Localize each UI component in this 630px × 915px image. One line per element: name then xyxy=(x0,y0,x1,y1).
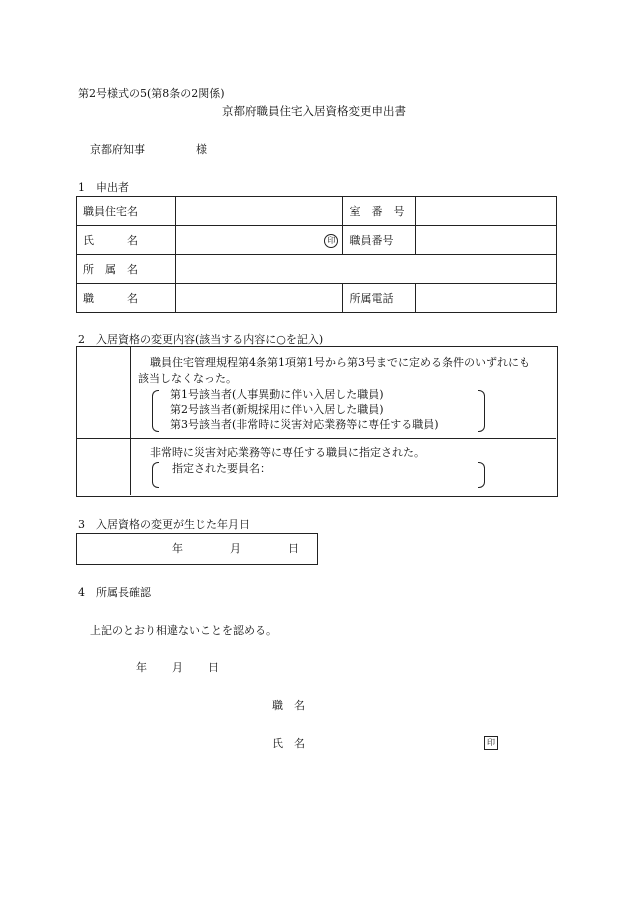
section1-heading: 1 申出者 xyxy=(78,181,129,194)
room-number-field[interactable] xyxy=(416,197,557,226)
dept-phone-field[interactable] xyxy=(416,284,557,313)
sub-option-2: 第2号該当者(新規採用に伴い入居した職員) xyxy=(170,403,384,416)
check-cell-1[interactable] xyxy=(77,347,130,438)
section4-heading: 4 所属長確認 xyxy=(78,586,151,599)
confirm-month-label: 月 xyxy=(172,661,183,674)
confirmation-statement: 上記のとおり相違ないことを認める。 xyxy=(90,624,277,637)
dept-phone-label: 所属電話 xyxy=(343,284,416,313)
department-label: 所 属 名 xyxy=(77,255,176,284)
right-bracket xyxy=(478,462,485,488)
date-month-label: 月 xyxy=(230,542,241,555)
option1-text-cont: 該当しなくなった。 xyxy=(138,372,237,385)
addressee-honorific: 様 xyxy=(196,143,207,156)
date-day-label: 日 xyxy=(288,542,299,555)
designated-role-label: 指定された要員名： xyxy=(172,462,271,475)
designated-role-field[interactable] xyxy=(280,460,475,478)
housing-name-label: 職員住宅名 xyxy=(77,197,176,226)
option1-text: 職員住宅管理規程第4条第1項第1号から第3号までに定める条件のいずれにも xyxy=(150,356,530,369)
seal-mark-icon: 印 xyxy=(484,736,498,750)
head-title-label: 職 名 xyxy=(272,699,305,712)
date-year-label: 年 xyxy=(172,542,183,555)
name-label: 氏 名 xyxy=(77,226,176,255)
option2-text: 非常時に災害対応業務等に専任する職員に指定された。 xyxy=(150,446,425,459)
table-row xyxy=(77,197,557,226)
department-field[interactable] xyxy=(175,255,556,284)
right-bracket xyxy=(478,390,485,432)
left-bracket xyxy=(152,462,159,488)
document-title: 京都府職員住宅入居資格変更申出書 xyxy=(222,104,406,118)
employee-number-label: 職員番号 xyxy=(343,226,416,255)
change-date-field[interactable] xyxy=(76,533,318,565)
position-label: 職 名 xyxy=(77,284,176,313)
housing-name-field[interactable] xyxy=(175,197,343,226)
applicant-table xyxy=(76,196,557,313)
check-cell-2[interactable] xyxy=(77,439,130,494)
position-field[interactable] xyxy=(175,284,343,313)
table-row xyxy=(77,255,557,284)
table-row xyxy=(77,284,557,313)
sub-option-3: 第3号該当者(非常時に災害対応業務等に専任する職員) xyxy=(170,418,439,431)
seal-mark-icon: 印 xyxy=(324,234,338,248)
employee-number-field[interactable] xyxy=(416,226,557,255)
divider-vertical xyxy=(130,346,131,495)
sub-option-1: 第1号該当者(人事異動に伴い入居した職員) xyxy=(170,388,384,401)
room-number-label: 室 番 号 xyxy=(343,197,416,226)
divider-horizontal xyxy=(76,438,556,439)
confirm-day-label: 日 xyxy=(208,661,219,674)
form-number: 第2号様式の5(第8条の2関係) xyxy=(78,87,225,100)
section2-heading: 2 入居資格の変更内容(該当する内容に○を記入) xyxy=(78,333,324,346)
head-name-label: 氏 名 xyxy=(272,737,305,750)
head-seal-box xyxy=(484,736,498,750)
left-bracket xyxy=(152,390,159,432)
table-row xyxy=(77,226,557,255)
confirm-year-label: 年 xyxy=(136,661,147,674)
section3-heading: 3 入居資格の変更が生じた年月日 xyxy=(78,518,250,531)
name-field[interactable] xyxy=(175,226,343,255)
addressee: 京都府知事 xyxy=(90,143,145,156)
